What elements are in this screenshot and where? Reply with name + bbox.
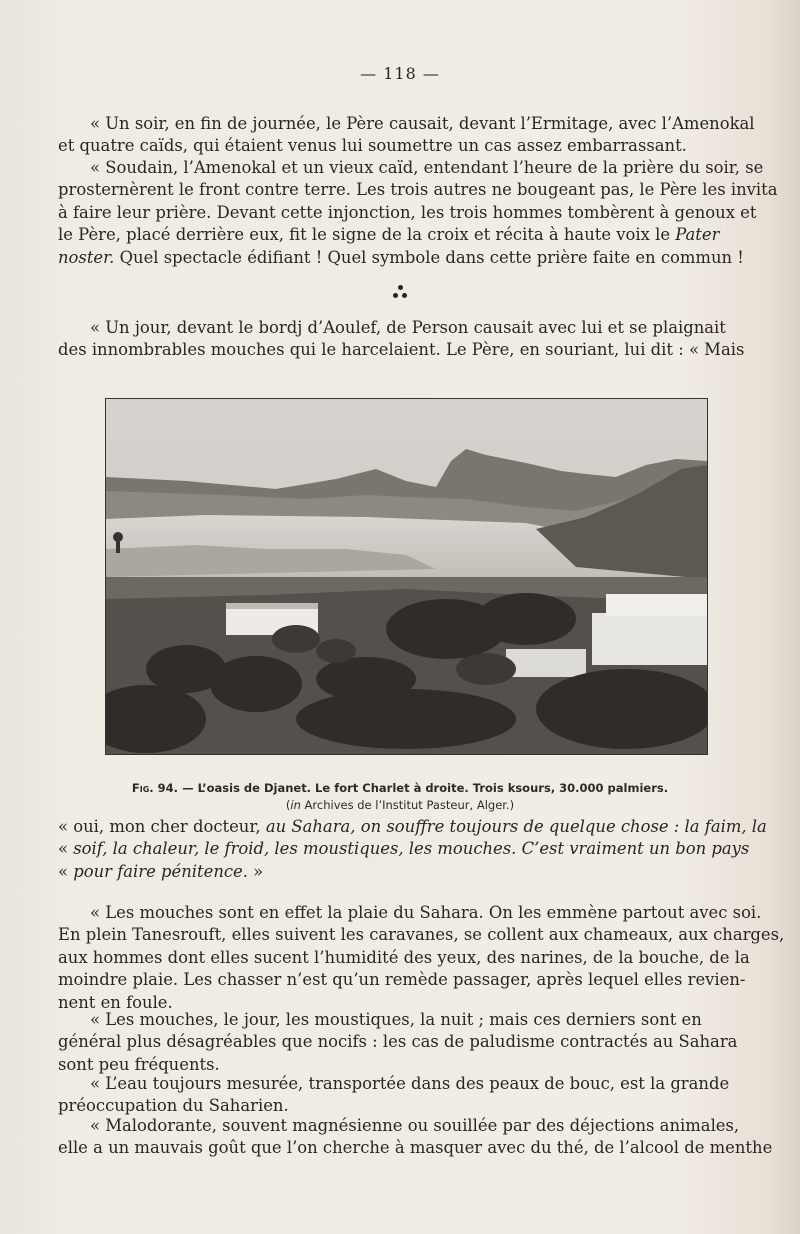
text-line: moindre plaie. Les chasser n’est qu’un remède passager, après lequel elles revien- — [58, 970, 746, 990]
paragraph-water — [58, 1073, 763, 1118]
text-line — [58, 861, 763, 883]
text-line: et quatre caïds, qui étaient venus lui soumettre un cas assez embarrassant. — [58, 136, 687, 156]
text-line: à faire leur prière. Devant cette injonction, les trois hommes tombèrent à genoux et — [58, 202, 757, 222]
credit-paren: ( — [285, 798, 291, 812]
figure-label: Fig. 94. — [131, 781, 179, 795]
text-run: Quel spectacle édifiant ! Quel symbole dans cette prière faite en commun ! — [114, 247, 744, 267]
credit-text: Archives de l’Institut Pasteur, Alger.) — [300, 798, 515, 812]
text-run: » — [247, 861, 264, 881]
credit-in: in — [290, 798, 301, 812]
text-line: « L’eau toujours mesurée, transportée dans des peaux de bouc, est la grande — [90, 1074, 730, 1093]
text-line: prosternèrent le front contre terre. Les trois autres ne bougeant pas, le Père les invita — [58, 180, 778, 200]
text-line: aux hommes dont elles sucent l’humidité des yeux, des narines, de la bouche, de la — [58, 947, 750, 967]
text-line: des innombrables mouches qui le harcelaient. Le Père, en souriant, lui dit : « Mais — [58, 340, 745, 360]
text-run: « — [58, 861, 74, 881]
text-line — [58, 247, 763, 269]
text-line: général plus désagréables que nocifs : les cas de paludisme contractés au Sahara — [58, 1032, 738, 1052]
text-run: le Père, placé derrière eux, fit le signe de la croix et récita à haute voix le — [58, 225, 676, 245]
text-line: préoccupation du Saharien. — [58, 1096, 289, 1116]
text-line: sont peu fréquents. — [58, 1054, 220, 1074]
oasis-photograph — [105, 398, 708, 755]
paragraph-evening-prayer-intro — [58, 113, 763, 158]
text-line: « Malodorante, souvent magnésienne ou souillée par des déjections animales, — [90, 1116, 740, 1135]
text-run: « oui, mon cher docteur, — [58, 817, 266, 836]
italic-run: Pater — [675, 225, 720, 245]
text-line: « Les mouches sont en effet la plaie du Sahara. On les emmène partout avec soi. — [90, 903, 762, 922]
text-line — [58, 224, 763, 246]
text-line: En plein Tanesrouft, elles suivent les caravanes, se collent aux chameaux, aux charges, — [58, 925, 785, 945]
section-separator-asterism — [0, 282, 800, 298]
text-line — [58, 838, 763, 860]
italic-run: pour faire pénitence. — [73, 861, 248, 881]
text-line: « Un soir, en fin de journée, le Père causait, devant l’Ermitage, avec l’Amenokal — [90, 114, 755, 133]
italic-run: noster. — [58, 247, 115, 267]
text-line: « Soudain, l’Amenokal et un vieux caïd, entendant l’heure de la prière du soir, se — [90, 158, 764, 177]
paragraph-flies-plague — [58, 902, 785, 1014]
figure-caption — [0, 780, 800, 814]
text-line: elle a un mauvais goût que l’on cherche à masquer avec du thé, de l’alcool de menthe — [58, 1138, 773, 1158]
paragraph-doctor-quote — [58, 816, 767, 883]
paragraph-water-taste — [58, 1115, 773, 1160]
paragraph-mosquitoes — [58, 1009, 763, 1076]
italic-run: soif, la chaleur, le froid, les moustiques, les mouches. C’est vraiment un bon pays — [73, 839, 750, 859]
page-number: — 118 — — [360, 64, 440, 83]
text-line: « Les mouches, le jour, les moustiques, la nuit ; mais ces derniers sont en — [90, 1010, 702, 1029]
text-line — [58, 816, 767, 838]
italic-run: au Sahara, on souffre toujours de quelque chose : la faim, la — [265, 817, 767, 836]
text-line: « Un jour, devant le bordj d’Aoulef, de Person causait avec lui et se plaignait — [90, 318, 726, 337]
text-run: « — [58, 839, 74, 859]
caption-text: — L’oasis de Djanet. Le fort Charlet à droite. Trois ksours, 30.000 palmiers. — [178, 781, 669, 795]
caption-line — [0, 780, 800, 797]
caption-credit — [0, 797, 800, 814]
text-line: nent en foule. — [58, 992, 173, 1012]
paragraph-prostration — [58, 157, 778, 269]
paragraph-aoulef-flies — [58, 317, 763, 362]
